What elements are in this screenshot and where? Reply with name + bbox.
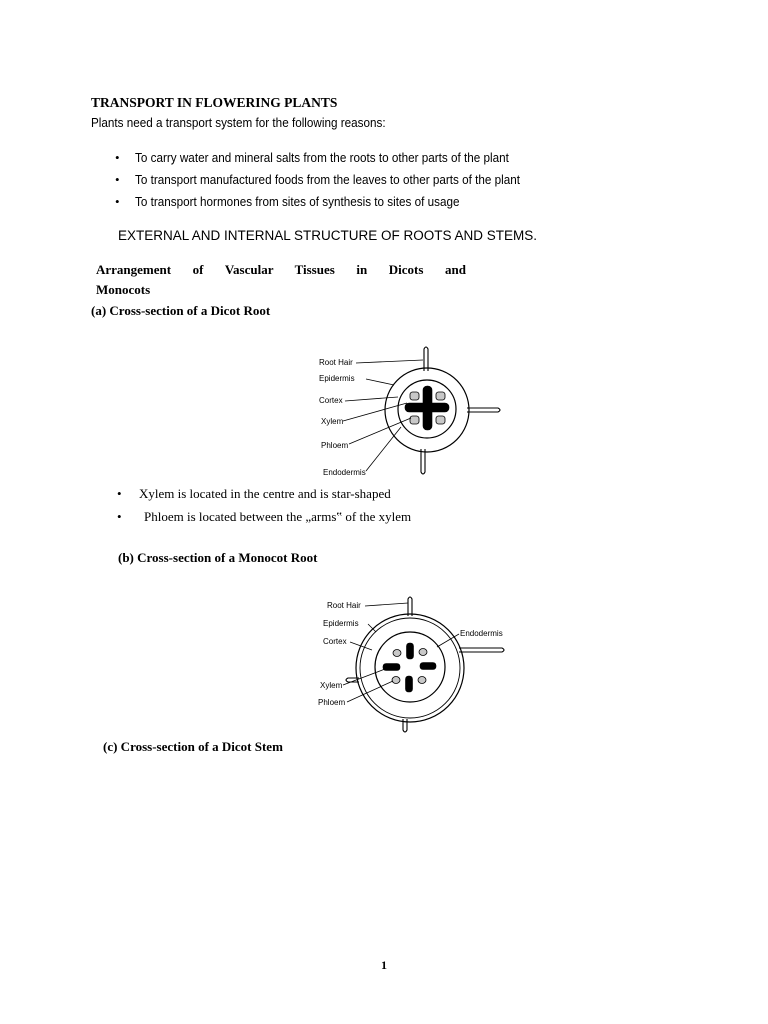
root-hair-top — [408, 597, 412, 616]
root-hair-right — [467, 408, 500, 412]
dicot-root-caption: (a) Cross-section of a Dicot Root — [91, 303, 271, 318]
label-xylem: Xylem — [321, 417, 344, 426]
list-item: To transport hormones from sites of synthesis to sites of usage — [135, 194, 460, 209]
phloem-patch — [392, 677, 400, 684]
section-heading: EXTERNAL AND INTERNAL STRUCTURE OF ROOTS AND STEMS. — [118, 228, 538, 243]
root-hair-bottom — [421, 449, 425, 474]
bullet-icon: • — [115, 172, 120, 187]
list-item: Xylem is located in the centre and is star-shaped — [139, 486, 391, 501]
root-hair-bottom — [403, 719, 407, 732]
label-endodermis: Endodermis — [323, 468, 366, 477]
root-hair-top — [424, 347, 428, 371]
list-item: To carry water and mineral salts from the roots to other parts of the plant — [135, 150, 509, 165]
bullet-icon: • — [117, 509, 122, 524]
arrangement-heading-line1: Arrangement of Vascular Tissues in Dicots and — [96, 262, 466, 277]
root-hair-right — [459, 648, 504, 652]
xylem-strand — [407, 643, 414, 659]
label-xylem: Xylem — [320, 681, 343, 690]
page-title: TRANSPORT IN FLOWERING PLANTS — [91, 95, 338, 110]
label-root-hair: Root Hair — [319, 358, 353, 367]
phloem-patch — [419, 649, 427, 656]
xylem-vertical-arm — [423, 386, 432, 430]
label-endodermis: Endodermis — [460, 629, 503, 638]
label-cortex: Cortex — [319, 396, 343, 405]
monocot-root-caption: (b) Cross-section of a Monocot Root — [118, 550, 318, 565]
dicot-root-diagram — [310, 340, 510, 485]
xylem-strand — [406, 676, 413, 692]
list-item: Phloem is located between the „arms‟ of the xylem — [144, 509, 412, 524]
xylem-strand — [420, 663, 436, 670]
label-root-hair: Root Hair — [327, 601, 361, 610]
phloem-patch — [393, 650, 401, 657]
monocot-root-diagram — [310, 590, 510, 735]
phloem-patch — [436, 416, 445, 424]
xylem-strand — [383, 664, 400, 671]
intro-text: Plants need a transport system for the following reasons: — [91, 115, 386, 130]
page-number: 1 — [381, 958, 387, 972]
label-cortex: Cortex — [323, 637, 347, 646]
phloem-patch — [418, 677, 426, 684]
bullet-icon: • — [115, 194, 120, 209]
label-epidermis: Epidermis — [319, 374, 355, 383]
phloem-patch — [410, 392, 419, 400]
epidermis-outer-ring — [356, 614, 464, 722]
list-item: To transport manufactured foods from the leaves to other parts of the plant — [135, 172, 521, 187]
label-phloem: Phloem — [318, 698, 346, 707]
arrangement-heading-line2: Monocots — [96, 282, 151, 297]
bullet-icon: • — [117, 486, 122, 501]
bullet-icon: • — [115, 150, 120, 165]
phloem-patch — [410, 416, 419, 424]
label-epidermis: Epidermis — [323, 619, 359, 628]
phloem-patch — [436, 392, 445, 400]
dicot-stem-caption: (c) Cross-section of a Dicot Stem — [103, 739, 283, 754]
label-phloem: Phloem — [321, 441, 349, 450]
